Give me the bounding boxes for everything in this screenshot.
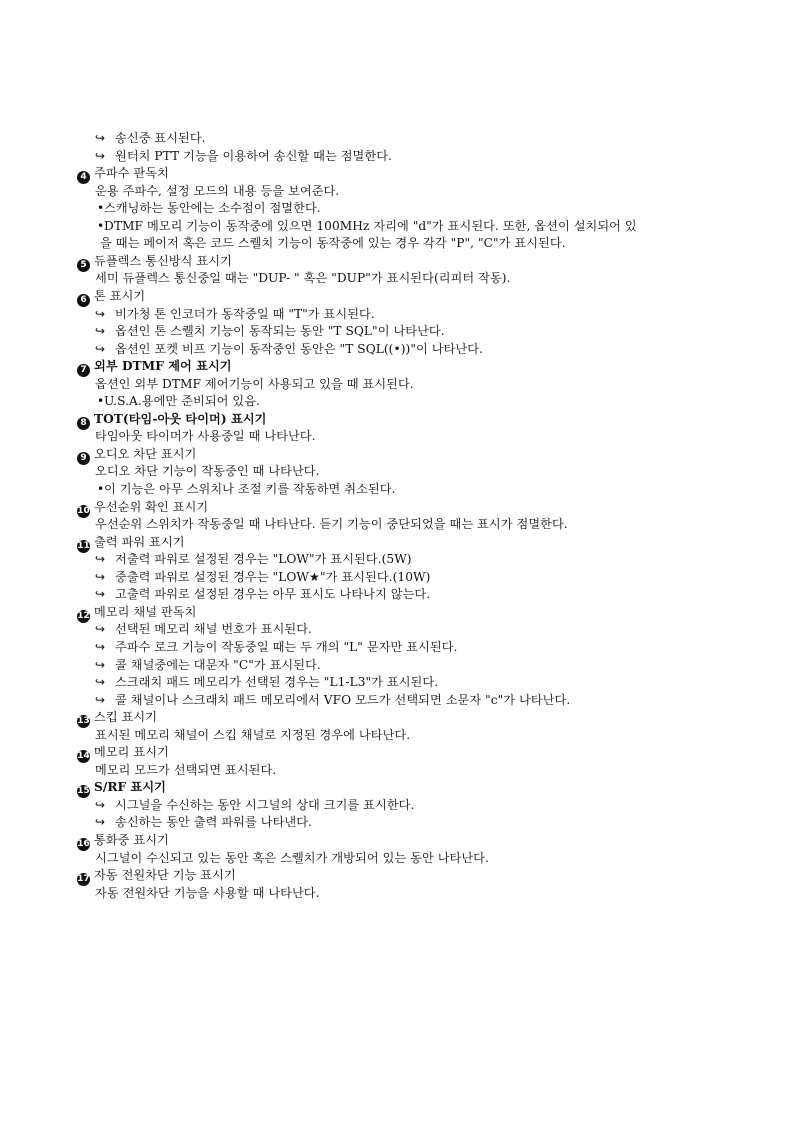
arrow-icon: ↪ [95,692,106,707]
section-number-icon: 14 [77,751,90,762]
line-text: 자동 전원차단 기능 표시기 [94,868,236,883]
section-number-icon: 4 [77,171,90,184]
line-text: 통화중 표시기 [94,833,169,847]
arrow-icon: ↪ [95,675,106,690]
section-number-icon: 7 [77,364,90,377]
line-text: 타임아웃 타이머가 사용중일 때 나타난다. [95,429,316,444]
body-text-line [95,463,320,481]
line-text: 이 기능은 아무 스위치나 조절 키를 작동하면 취소된다. [104,482,396,496]
line-text: 오디오 차단 기능이 작동중인 때 나타난다. [95,464,320,479]
arrow-list-item [95,569,430,587]
line-text: 비가청 톤 인코더가 동작중일 때 "T"가 표시된다. [115,306,375,321]
line-text: 듀플렉스 통신방식 표시기 [94,253,232,268]
line-text: 옵션인 포켓 비프 기능이 동작중인 동안은 "T SQL((•))"이 나타난다. [115,341,483,356]
body-text-line [95,270,511,288]
body-text-line [95,727,410,745]
arrow-list-item [95,692,570,710]
section-number-icon: 17 [77,874,90,885]
section-number-icon: 16 [77,839,90,849]
arrow-list-item [95,341,483,359]
line-text: 시그널을 수신하는 동안 시그널의 상대 크기를 표시한다. [115,797,415,812]
line-text: 을 때는 페이저 혹은 코드 스퀠치 기능이 동작중에 있는 경우 각각 "P", "C"가 표시된다. [100,236,566,251]
arrow-icon: ↪ [95,569,106,584]
line-text: U.S.A.용에만 준비되어 있음. [104,394,260,409]
line-text: 고출력 파워로 설정된 경우는 아무 표시도 나타나지 않는다. [115,587,431,602]
body-text-line [95,762,276,780]
section-heading [77,604,196,622]
line-text: 선택된 메모리 채널 번호가 표시된다. [115,622,312,637]
body-text-line [95,183,339,201]
line-text: 주파수 로크 기능이 작동중일 때는 두 개의 "L" 문자만 표시된다. [115,639,458,654]
bullet-icon: • [97,482,105,496]
section-heading [77,867,236,885]
line-text: 표시된 메모리 채널이 스킵 채널로 지정된 경우에 나타난다. [95,727,411,742]
line-text: 옵션인 외부 DTMF 제어기능이 사용되고 있을 때 표시된다. [95,376,414,391]
line-text: 콜 채널이나 스크래치 패드 메모리에서 VFO 모드가 선택되면 소문자 "c"가 나타난다. [115,692,571,707]
line-text: 주파수 판독치 [94,166,169,181]
arrow-list-item [95,621,312,639]
line-text: 외부 DTMF 제어 표시기 [94,359,232,374]
section-heading [77,288,145,306]
arrow-icon: ↪ [95,131,106,145]
section-number-icon: 10 [77,505,90,516]
line-text: 메모리 모드가 선택되면 표시된다. [95,762,277,777]
section-heading [77,165,169,183]
body-text-line [95,885,320,903]
line-text: 출력 파워 표시기 [94,534,185,549]
bullet-icon: • [97,218,105,233]
arrow-icon: ↪ [95,622,106,637]
section-heading [77,534,185,552]
arrow-list-item [95,674,438,692]
section-heading [77,253,232,271]
section-heading [77,499,208,517]
arrow-list-item [95,323,445,341]
line-text: 원터치 PTT 기능을 이용하여 송신할 때는 점멸한다. [115,148,392,163]
line-text: 세미 듀플렉스 통신중일 때는 "DUP- " 혹은 "DUP"가 표시된다(리피터 작동). [95,271,511,286]
line-text: 우선순위 확인 표시기 [94,499,209,514]
line-text: 옵션인 톤 스퀠치 기능이 동작되는 동안 "T SQL"이 나타난다. [115,324,445,339]
line-text: 시그널이 수신되고 있는 동안 혹은 스퀠치가 개방되어 있는 동안 나타난다. [95,850,489,865]
line-text: 우선순위 스위치가 작동중일 때 나타난다. 듣기 기능이 중단되었을 때는 표시가 점멸한다. [95,517,568,532]
body-text-line [100,235,566,253]
bullet-icon: • [97,201,105,216]
line-text: 중출력 파워로 설정된 경우는 "LOW★"가 표시된다.(10W) [115,569,431,584]
section-heading [77,832,169,850]
section-heading [77,709,157,727]
section-number-icon: 5 [77,259,90,272]
section-heading [77,779,166,797]
arrow-icon: ↪ [95,324,106,339]
arrow-list-item [95,639,457,657]
arrow-list-item [95,586,430,604]
line-text: 송신중 표시된다. [115,131,206,145]
line-text: 스킵 표시기 [94,710,158,725]
line-text: 송신하는 동안 출력 파워를 나타낸다. [115,815,312,830]
arrow-list-item [95,814,312,832]
arrow-list-item [95,551,412,569]
arrow-icon: ↪ [95,552,106,567]
section-number-icon: 13 [77,716,90,727]
arrow-list-item [95,306,375,324]
body-text-line [95,428,316,446]
line-text: 오디오 차단 표시기 [94,446,197,461]
body-text-line [95,850,489,868]
arrow-list-item [95,797,414,815]
line-text: TOT(타임-아웃 타이머) 표시기 [94,411,267,426]
arrow-icon: ↪ [95,657,106,672]
line-text: 메모리 채널 판독치 [94,604,197,619]
arrow-list-item [95,148,392,166]
section-heading [77,358,232,376]
bullet-list-item [97,218,637,236]
section-number-icon: 9 [77,452,90,465]
bullet-icon: • [97,394,105,409]
line-text: 스크래치 패드 메모리가 선택된 경우는 "L1-L3"가 표시된다. [115,675,439,690]
body-text-line [95,516,568,534]
arrow-icon: ↪ [95,639,106,654]
arrow-icon: ↪ [95,341,106,356]
bullet-list-item [97,393,260,411]
section-heading [77,744,169,762]
line-text: 메모리 표시기 [94,745,169,760]
body-text-line [95,376,414,394]
line-text: DTMF 메모리 기능이 동작중에 있으면 100MHz 자리에 "d"가 표시된다. 또한, 옵션이 설치되어 있 [104,218,637,233]
line-text: 스캐닝하는 동안에는 소수점이 점멸한다. [104,201,321,216]
line-text: 저출력 파워로 설정된 경우는 "LOW"가 표시된다.(5W) [115,552,412,567]
section-number-icon: 8 [77,417,90,430]
section-heading [77,411,266,429]
line-text: 운용 주파수, 설정 모드의 내용 등을 보여준다. [95,183,340,198]
line-text: 콜 채널중에는 대문자 "C"가 표시된다. [115,657,321,672]
arrow-list-item [95,130,206,148]
bullet-list-item [97,481,396,499]
bullet-list-item [97,200,321,218]
arrow-icon: ↪ [95,587,106,602]
arrow-list-item [95,657,321,675]
section-number-icon: 12 [77,610,90,621]
section-number-icon: 6 [77,294,90,307]
arrow-icon: ↪ [95,815,106,830]
section-heading [77,446,196,464]
line-text: 자동 전원차단 기능을 사용할 때 나타난다. [95,885,320,900]
arrow-icon: ↪ [95,797,106,812]
line-text: 톤 표시기 [94,288,146,303]
arrow-icon: ↪ [95,306,106,321]
line-text: S/RF 표시기 [94,780,166,795]
arrow-icon: ↪ [95,148,106,163]
section-number-icon: 15 [77,786,90,797]
section-number-icon: 11 [77,540,90,551]
